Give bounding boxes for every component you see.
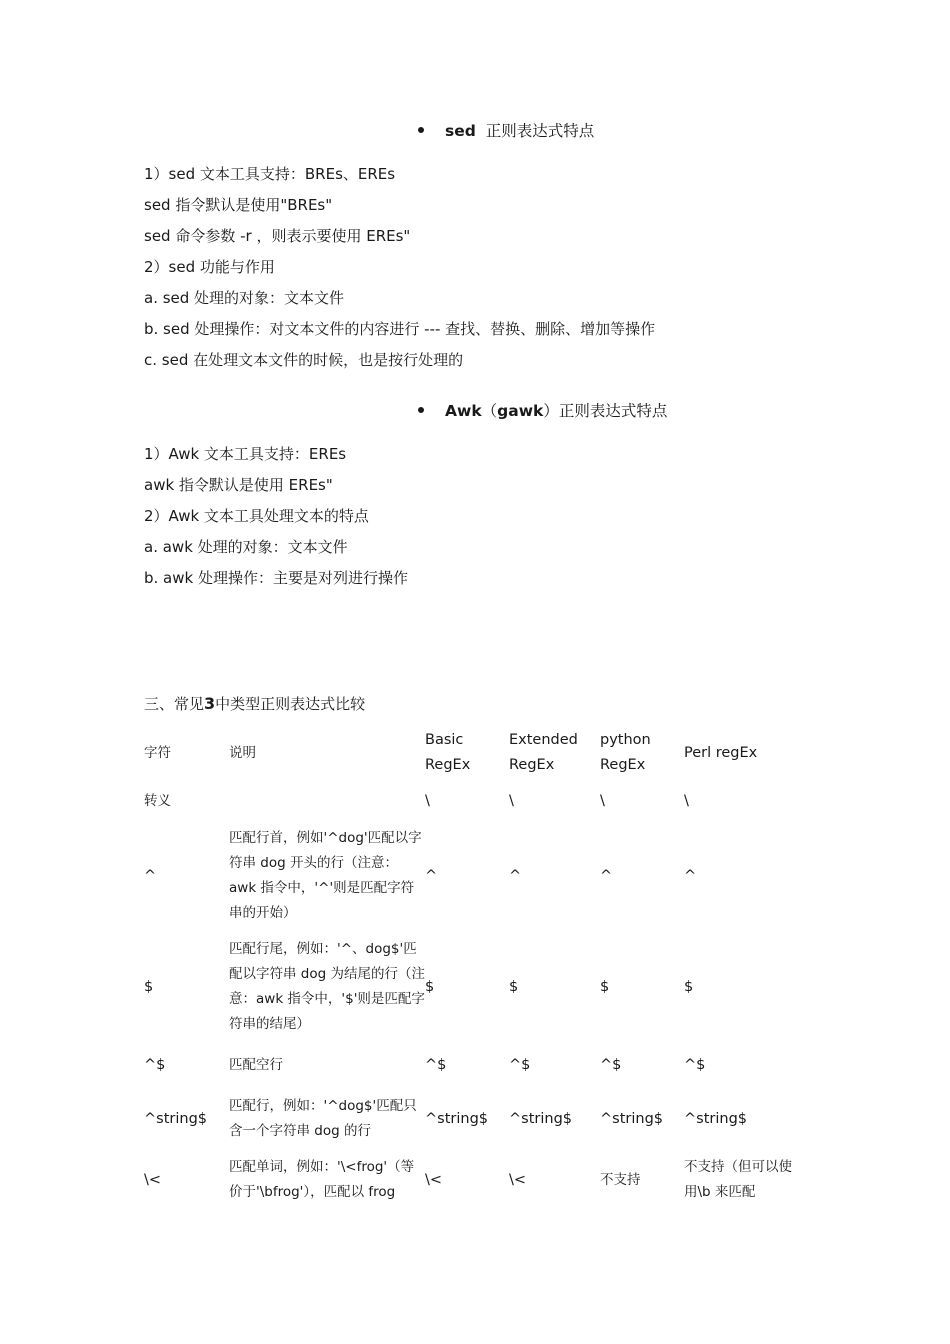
- cell-extended: ^string$: [509, 1110, 572, 1127]
- cell-extended: $: [509, 978, 519, 995]
- cell-char: \<: [144, 1171, 162, 1188]
- table-row: [144, 1151, 804, 1209]
- regex-comparison-table: [144, 725, 804, 1209]
- cell-extended: ^: [509, 867, 522, 884]
- header-desc: 说明: [229, 744, 256, 761]
- awk-line-1: 1）Awk 文本工具支持：EREs: [144, 445, 347, 463]
- awk-line-5: b. awk 处理操作：主要是对列进行操作: [144, 569, 408, 587]
- cell-basic: $: [425, 978, 435, 995]
- cell-desc: 匹配空行: [229, 1056, 283, 1073]
- sed-line-2: sed 指令默认是使用"BREs": [144, 196, 333, 214]
- cell-desc: 匹配单词，例如：'\<frog'（等价于'\bfrog'），匹配以 frog: [229, 1159, 415, 1200]
- cell-python: \: [600, 792, 605, 809]
- sed-line-3: sed 命令参数 -r ，则表示要使用 EREs": [144, 227, 411, 245]
- sed-heading: sed 正则表达式特点: [418, 119, 594, 141]
- cell-python: ^: [600, 867, 613, 884]
- cell-perl: ^string$: [684, 1110, 747, 1127]
- cell-char: $: [144, 978, 154, 995]
- cell-perl: 不支持（但可以使用\b 来匹配: [684, 1159, 792, 1200]
- cell-desc: 匹配行尾，例如：'^、dog$'匹配以字符串 dog 为结尾的行（注意：awk 指令中，'$'则是匹配字符串的结尾）: [229, 941, 425, 1032]
- awk-line-4: a. awk 处理的对象：文本文件: [144, 538, 348, 556]
- cell-basic: ^string$: [425, 1110, 488, 1127]
- cell-perl: $: [684, 978, 694, 995]
- sed-line-4: 2）sed 功能与作用: [144, 258, 275, 276]
- header-char: 字符: [144, 744, 171, 761]
- cell-char: ^$: [144, 1056, 166, 1073]
- table-row: [144, 821, 804, 931]
- cell-extended: ^$: [509, 1056, 531, 1073]
- cell-basic: ^$: [425, 1056, 447, 1073]
- sed-line-1: 1）sed 文本工具支持：BREs、EREs: [144, 165, 396, 183]
- cell-python: $: [600, 978, 610, 995]
- sed-line-5: a. sed 处理的对象：文本文件: [144, 289, 345, 307]
- cell-basic: \<: [425, 1171, 443, 1188]
- table-header-row: [144, 725, 804, 781]
- header-extended: Extended RegEx: [509, 732, 578, 773]
- cell-desc: 匹配行，例如：'^dog$'匹配只含一个字符串 dog 的行: [229, 1098, 417, 1139]
- header-basic: Basic RegEx: [425, 732, 471, 773]
- table-row: [144, 1087, 804, 1151]
- bullet-icon: [418, 127, 424, 133]
- section-title: 三、常见3中类型正则表达式比较: [144, 694, 366, 713]
- cell-python: 不支持: [600, 1171, 641, 1188]
- cell-perl: ^: [684, 867, 697, 884]
- bullet-icon: [418, 407, 424, 413]
- cell-basic: ^: [425, 867, 438, 884]
- awk-line-2: awk 指令默认是使用 EREs": [144, 476, 333, 494]
- cell-desc: 匹配行首，例如'^dog'匹配以字符串 dog 开头的行（注意：awk 指令中，'^'则是匹配字符串的开始）: [229, 830, 422, 921]
- cell-extended: \<: [509, 1171, 527, 1188]
- table-row: [144, 931, 804, 1043]
- awk-heading: Awk（gawk）正则表达式特点: [418, 399, 667, 421]
- cell-basic: \: [425, 792, 430, 809]
- header-python: python RegEx: [600, 732, 651, 773]
- cell-char: 转义: [144, 792, 171, 809]
- awk-line-3: 2）Awk 文本工具处理文本的特点: [144, 507, 369, 525]
- cell-char: ^: [144, 867, 157, 884]
- table-row: [144, 1043, 804, 1087]
- cell-extended: \: [509, 792, 514, 809]
- table-row: [144, 781, 804, 821]
- sed-line-6: b. sed 处理操作：对文本文件的内容进行 --- 查找、替换、删除、增加等操作: [144, 320, 656, 338]
- cell-desc: [229, 781, 425, 821]
- cell-python: ^$: [600, 1056, 622, 1073]
- sed-line-7: c. sed 在处理文本文件的时候，也是按行处理的: [144, 351, 464, 369]
- cell-python: ^string$: [600, 1110, 663, 1127]
- cell-perl: ^$: [684, 1056, 706, 1073]
- cell-char: ^string$: [144, 1110, 207, 1127]
- cell-perl: \: [684, 792, 689, 809]
- header-perl: Perl regEx: [684, 744, 758, 761]
